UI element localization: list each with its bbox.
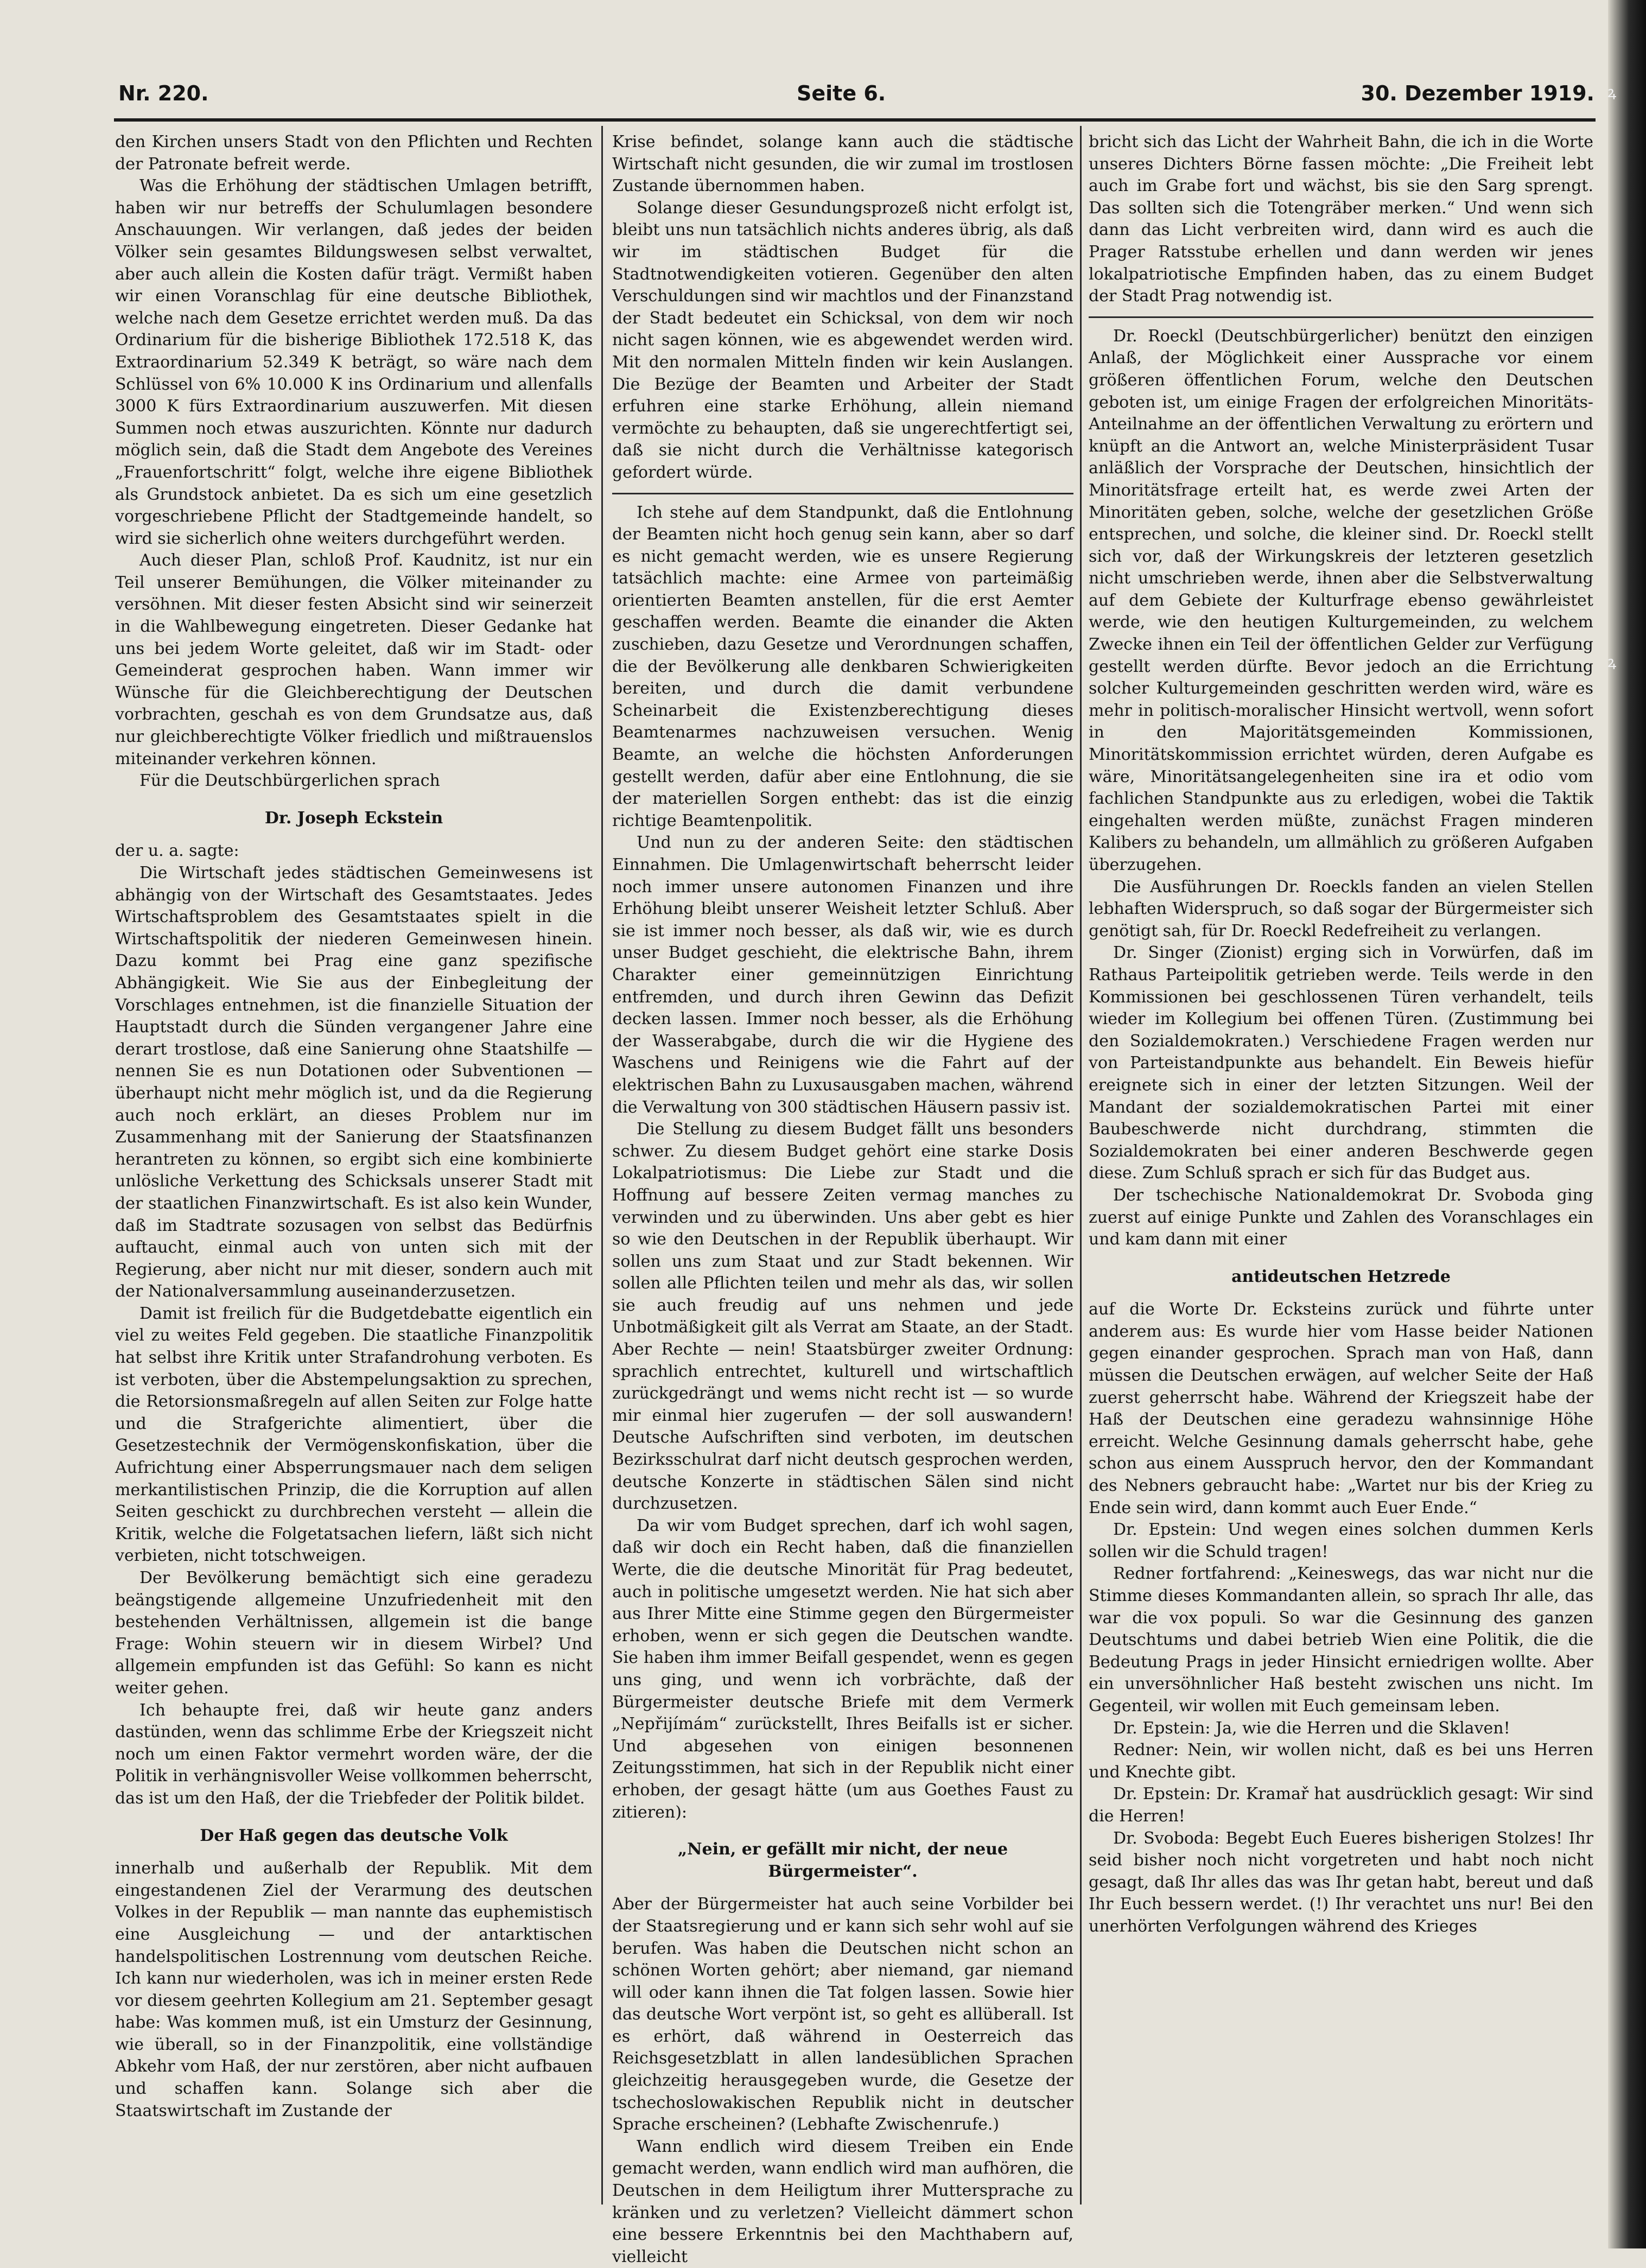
paragraph: Dr. Epstein: Und wegen eines solchen dummen Kerls sollen wir die Schuld tragen! bbox=[1089, 1520, 1593, 1561]
paragraph: Solange dieser Gesundungsprozeß nicht erfolgt ist, bleibt uns nun tatsächlich nichts anderes übrig, als daß wir im städtischen Budget für die Stadtnotwendigkeiten votieren. Gegenüber den alten Verschuldungen sind wir machtlos und der Finanzstand der Stadt bedeutet ein Schicksal, von dem wir noch nicht sagen können, wie es abgewendet werden wird. Mit den normalen Mitteln finden wir kein Auslangen. Die Bezüge der Beamten und Arbeiter der Stadt erfuhren eine starke Erhöhung, allein niemand vermöchte zu behaupten, daß sie ungerechtfertigt sei, daß sie nicht durch die Verhältnisse kategorisch gefordert würde. bbox=[612, 198, 1073, 482]
page-number: Seite 6. bbox=[797, 81, 886, 105]
paragraph: Ich behaupte frei, daß wir heute ganz anders dastünden, wenn das schlimme Erbe der Kriegszeit nicht noch um einen Faktor vermehrt worden wäre, der die Politik in verhängnisvoller Weise vollkommen beherrscht, das ist um den Haß, der die Triebfeder der Politik bildet. bbox=[115, 1700, 593, 1808]
paragraph: Wann endlich wird diesem Treiben ein Ende gemacht werden, wann endlich wird man aufhören, die Deutschen in dem Heiligtum ihrer Muttersprache zu kränken und zu verletzen? Vielleicht dämmert schon eine bessere Erkenntnis bei den Machthabern auf, vielleicht bbox=[612, 2137, 1073, 2266]
divider bbox=[1089, 316, 1593, 318]
paragraph: Ich stehe auf dem Standpunkt, daß die Entlohnung der Beamten nicht hoch genug sein kann, aber so darf es nicht gemacht werden, wie es unsere Regierung tatsächlich machte: eine Armee von parteimäßig orientierten Beamten anstellen, für die erst Aemter geschaffen werden. Beamte die einander die Akten zuschieben, dazu Gesetze und Verordnungen schaffen, die der Bevölkerung alle denkbaren Schwierigkeiten bereiten, und durch die damit verbundene Scheinarbeit die Existenzberechtigung dieses Beamtenarmes nachzuweisen versuchen. Wenig Beamte, an welche die höchsten Anforderungen gestellt werden, dafür aber eine Entlohnung, die sie der materiellen Sorgen enthebt: das ist die einzig richtige Beamtenpolitik. bbox=[612, 503, 1073, 830]
paragraph: innerhalb und außerhalb der Republik. Mit dem eingestandenen Ziel der Verarmung des deutschen Volkes in der Republik — man nannte das euphemistisch eine Ausgleichung — und der antarktischen handelspolitischen Lostrennung vom deutschen Reiche. Ich kann nur wiederholen, was ich in meiner ersten Rede vor diesem geehrten Kollegium am 21. September gesagt habe: Was kommen muß, ist ein Umsturz der Gesinnung, wie überall, so in der Finanzpolitik, eine vollständige Abkehr vom Haß, der nur zerstören, aber nicht aufbauen und schaffen kann. Solange sich aber die Staatswirtschaft im Zustande der bbox=[115, 1859, 593, 2120]
paragraph: Dr. Epstein: Dr. Kramař hat ausdrücklich gesagt: Wir sind die Herren! bbox=[1089, 1784, 1593, 1826]
issue-number: Nr. 220. bbox=[118, 81, 209, 105]
paragraph: Die Stellung zu diesem Budget fällt uns besonders schwer. Zu diesem Budget gehört eine starke Dosis Lokalpatriotismus: Die Liebe zur Stadt und die Hoffnung auf bessere Zeiten vermag manches zu verwinden und zu überwinden. Uns aber gebt es hier so wie den Deutschen in der Republik überhaupt. Wir sollen uns zum Staat und zur Stadt bekennen. Wir sollen alle Pflichten teilen und mehr als das, wir sollen sie auch freudig auf uns nehmen und jede Unbotmäßigkeit gilt als Verrat am Staate, an der Stadt. Aber Rechte — nein! Staatsbürger zweiter Ordnung: sprachlich entrechtet, kulturell und wirtschaftlich zurückgedrängt und wems nicht recht ist — so wurde mir einmal hier zugerufen — der soll auswandern! Deutsche Aufschriften sind verboten, im deutschen Bezirksschulrat darf nicht deutsch gesprochen werden, deutsche Konzerte in städtischen Sälen sind nicht durchzusetzen. bbox=[612, 1120, 1073, 1514]
page-header bbox=[118, 81, 1594, 114]
paragraph: Dr. Svoboda: Begebt Euch Eueres bisherigen Stolzes! Ihr seid bisher noch nicht vorgetreten und habt noch nicht gesagt, daß Ihr alles das was Ihr getan habt, bereut und daß Ihr Euch bessern werdet. (!) Ihr verachtet uns nur! Bei den unerhörten Verfolgungen während des Krieges bbox=[1089, 1828, 1593, 1936]
paragraph: Was die Erhöhung der städtischen Umlagen betrifft, haben wir nur betreffs der Schulumlagen besondere Anschauungen. Wir verlangen, daß jedes der beiden Völker sein gesamtes Bildungswesen selbst verwaltet, aber auch allein die Kosten dafür trägt. Vermißt haben wir einen Voranschlag für eine deutsche Bibliothek, welche nach dem Gesetze errichtet werden muß. Da das Ordinarium für die bisherige Bibliothek 172.518 K, das Extraordinarium 52.349 K beträgt, so wäre nach dem Schlüssel von 6% 10.000 K ins Ordinarium und allenfalls 3000 K fürs Extraordinarium auszuwerfen. Mit diesen Summen noch etwas auszurichten. Könnte nur dadurch möglich sein, daß die Stadt dem Angebote des Vereines „Frauenfortschritt“ folgt, welche ihre eigene Bibliothek als Grundstock anbietet. Da es sich um eine gesetzlich vorgeschriebene Pflicht der Stadtgemeinde handelt, so wird sie sicherlich ohne weiters durchgeführt werden. bbox=[115, 176, 593, 548]
paragraph: Redner: Nein, wir wollen nicht, daß es bei uns Herren und Knechte gibt. bbox=[1089, 1740, 1593, 1782]
paragraph: der u. a. sagte: bbox=[115, 841, 239, 861]
speaker-heading: Dr. Joseph Eckstein bbox=[264, 808, 443, 828]
divider bbox=[612, 493, 1073, 494]
paragraph: Für die Deutschbürgerlichen sprach bbox=[139, 771, 440, 791]
quote-heading: „Nein, er gefällt mir nicht, der neue Bürgermeister“. bbox=[677, 1840, 1008, 1881]
paragraph: Auch dieser Plan, schloß Prof. Kaudnitz, ist nur ein Teil unserer Bemühungen, die Völker miteinander zu versöhnen. Mit dieser festen Absicht sind wir seinerzeit in die Wahlbewegung eingetreten. Dieser Gedanke hat uns bei jedem Worte geleitet, daß wir im Stadt- oder Gemeinderat gesprochen haben. Wann immer wir Wünsche für die Gleichberechtigung der Deutschen vorbrachten, geschah es von dem Grundsatze aus, daß nur gleichberechtigte Völker friedlich und mißtrauenslos miteinander verkehren können. bbox=[115, 551, 593, 768]
paragraph: Aber der Bürgermeister hat auch seine Vorbilder bei der Staatsregierung und er kann sich sehr wohl auf sie berufen. Was haben die Deutschen nicht schon an schönen Worten gehört; aber niemand, gar niemand will oder kann ihnen die Tat folgen lassen. Sowie hier das deutsche Wort verpönt ist, so geht es allüberall. Ist es erhört, daß während in Oesterreich das Reichsgesetzblatt in allen landesüblichen Sprachen gleichzeitig herausgegeben wurde, die Gesetze der tschechoslowakischen Republik nicht in deutscher Sprache erscheinen? (Lebhafte Zwischenrufe.) bbox=[612, 1895, 1073, 2134]
paragraph: Und nun zu der anderen Seite: den städtischen Einnahmen. Die Umlagenwirtschaft beherrscht leider noch immer unsere autonomen Finanzen und ihre Erhöhung bleibt unserer Weisheit letzter Schluß. Aber sie ist immer noch besser, als daß wir, wie es durch unser Budget geschieht, die elektrische Bahn, ihrem Charakter einer gemeinnützigen Einrichtung entfremden, und durch ihren Gewinn das Defizit decken lassen. Immer noch besser, als die Erhöhung der Wasserabgabe, durch die wir die Hygiene des Waschens und Reinigens wie die Fahrt auf der elektrischen Bahn zu Luxusausgaben machen, während die Verwaltung von 300 städtischen Häusern passiv ist. bbox=[612, 833, 1073, 1117]
paragraph: bricht sich das Licht der Wahrheit Bahn, die ich in die Worte unseres Dichters Börne fassen möchte: „Die Freiheit lebt auch im Grabe fort und wächst, bis sie den Sarg sprengt. Das sollten sich die Totengräber merken.“ Und wenn sich dann das Licht verbreiten wird, dann wird es auch die Prager Ratsstube erhellen und dann werden wir jenes lokalpatriotische Empfinden haben, das zu einem Budget der Stadt Prag notwendig ist. bbox=[1089, 132, 1593, 306]
paragraph: auf die Worte Dr. Ecksteins zurück und führte unter anderem aus: Es wurde hier vom Hasse beider Nationen gegen einander gesprochen. Sprach man von Haß, dann müssen die Deutschen erwägen, auf welcher Seite der Haß zuerst geherrscht habe. Während der Kriegszeit habe der Haß der Deutschen eine geradezu wahnsinnige Höhe erreicht. Welche Gesinnung damals geherrscht habe, gehe schon aus einem Ausspruch hervor, den der Kommandant des Nebners gebraucht habe: „Wartet nur bis der Krieg zu Ende sein wird, dann kommt auch Euer Ende.“ bbox=[1089, 1300, 1593, 1517]
issue-date: 30. Dezember 1919. bbox=[1361, 81, 1594, 105]
paragraph: Dr. Roeckl (Deutschbürgerlicher) benützt den einzigen Anlaß, der Möglichkeit einer Aussprache vor einem größeren öffentlichen Forum, welche den Deutschen geboten ist, um einige Fragen der erfolgreichen Minoritäts-Anteilnahme an der öffentlichen Verwaltung zu erörtern und knüpft an die Antwort an, welche Ministerpräsident Tusar anläßlich der Vorsprache der Deutschen, hinsichtlich der Minoritätsfrage erteilt hat, es werde zwei Arten der Minoritäten geben, solche, welche der gesetzlichen Größe entsprechen, und solche, die kleiner sind. Dr. Roeckl stellt sich vor, daß der Wirkungskreis der letzteren gesetzlich nicht umschrieben werde, ihnen aber die Selbstverwaltung auf dem Gebiete der Kulturfrage ebenso gewährleistet werde, wie den heutigen Kulturgemeinden, zu welchem Zwecke ihnen ein Teil der öffentlichen Gelder zur Verfügung gestellt werden dürfte. Bevor jedoch an die Errichtung solcher Kulturgemeinden geschritten werden wird, wäre es mehr in politisch-moralischer Hinsicht wertvoll, wenn sofort in den Majoritätsgemeinden Kommissionen, Minoritätskommission errichtet würden, deren Aufgabe es wäre, Minoritätsangelegenheiten sine ira et odio vom fachlichen Standpunkte aus zu erledigen, wobei die Taktik eingehalten werden müßte, zunächst Fragen minderen Kalibers zu behandeln, um allmählich zu größeren Aufgaben überzugehen. bbox=[1089, 326, 1593, 874]
paragraph: Dr. Epstein: Ja, wie die Herren und die Sklaven! bbox=[1113, 1718, 1510, 1738]
paragraph: Krise befindet, solange kann auch die städtische Wirtschaft nicht gesunden, die wir zumal im trostlosen Zustande übernommen haben. bbox=[612, 132, 1073, 196]
paragraph: Dr. Singer (Zionist) erging sich in Vorwürfen, daß im Rathaus Parteipolitik getrieben werde. Teils werde in den Kommissionen bei geschlossenen Türen verhandelt, teils wieder im Kollegium bei offenen Türen. (Zustimmung bei den Sozialdemokraten.) Verschiedene Fragen werden nur von Parteistandpunkte aus behandelt. Ein Beweis hiefür ereignete sich in einer der letzten Sitzungen. Weil der Mandant der sozialdemokratischen Partei mit einer Baubeschwerde nicht durchdrang, stimmten die Sozialdemokraten bei einer anderen Beschwerde gegen diese. Zum Schluß sprach er sich für das Budget aus. bbox=[1089, 943, 1593, 1183]
column-1 bbox=[115, 131, 593, 2205]
section-heading: Der Haß gegen das deutsche Volk bbox=[200, 1826, 508, 1845]
paragraph: Der Bevölkerung bemächtigt sich eine geradezu beängstigende allgemeine Unzufriedenheit mit den bestehenden Verhältnissen, allgemein ist die bange Frage: Wohin steuern wir in diesem Wirbel? Und allgemein empfunden ist das Gefühl: So kann es nicht weiter gehen. bbox=[115, 1568, 593, 1698]
paragraph: den Kirchen unsers Stadt von den Pflichten und Rechten der Patronate befreit werde. bbox=[115, 132, 593, 174]
column-rule-2 bbox=[1080, 126, 1082, 2205]
paragraph: Da wir vom Budget sprechen, darf ich wohl sagen, daß wir doch ein Recht haben, daß die finanziellen Werte, die die deutsche Minorität für Prag bedeutet, auch in politische umgesetzt werden. Nie hat sich aber aus Ihrer Mitte eine Stimme gegen den Bürgermeister erhoben, wenn er sich gegen die Deutschen wandte. Sie haben ihm immer Beifall gespendet, wenn es gegen uns ging, und wenn ich vorbrächte, daß der Bürgermeister deutsche Briefe mit dem Vermerk „Nepřijímám“ zurückstellt, Ihres Beifalls ist er sicher. Und abgesehen von einigen besonnenen Zeitungsstimmen, hat sich in der Republik nicht einer erhoben, der gesagt hätte (um aus Goethes Faust zu zitieren): bbox=[612, 1516, 1073, 1822]
paragraph: Die Wirtschaft jedes städtischen Gemeinwesens ist abhängig von der Wirtschaft des Gesamtstaates. Jedes Wirtschaftsproblem des Gesamtstaates spielt in die Wirtschaftspolitik der niederen Gemeinwesen hinein. Dazu kommt bei Prag eine ganz spezifische Abhängigkeit. Wie Sie aus der Einbegleitung der Vorschlages entnehmen, ist die finanzielle Situation der Hauptstadt durch die Sünden vergangener Jahre eine derart trostlose, daß eine Sanierung ohne Staatshilfe — nennen Sie es nun Dotationen oder Subventionen — überhaupt nicht mehr möglich ist, und da die Regierung auch noch erklärt, an dieses Problem nur im Zusammenhang mit der Sanierung der Staatsfinanzen herantreten zu können, so ergibt sich eine kombinierte unlösliche Verkettung des Schicksals unserer Stadt mit der staatlichen Finanzwirtschaft. Es ist also kein Wunder, daß im Stadtrate sozusagen von selbst das Bedürfnis auftaucht, einmal auch von unten sich mit der Regierung, aber nicht nur mit dieser, sondern auch mit der Nationalversammlung auseinanderzusetzen. bbox=[115, 863, 593, 1301]
margin-mark-top: ꝝ bbox=[1607, 83, 1617, 101]
paragraph: Die Ausführungen Dr. Roeckls fanden an vielen Stellen lebhaften Widerspruch, so daß sogar der Bürgermeister sich genötigt sah, für Dr. Roeckl Redefreiheit zu verlangen. bbox=[1089, 877, 1593, 941]
paragraph: Damit ist freilich für die Budgetdebatte eigentlich ein viel zu weites Feld gegeben. Die staatliche Finanzpolitik hat selbst ihre Kritik unter Strafandrohung verboten. Es ist verboten, über die Abstempelungsaktion zu sprechen, die Retorsionsmaßregeln auf allen Seiten zur Folge hatte und die Strafgerichte alimentiert, über die Gesetzestechnik der Vermögenskonfiskation, über die Aufrichtung einer Absperrungsmauer nach dem seligen merkantilistischen Prinzip, die die Korruption auf allen Seiten geschickt zu durchbrechen versteht — allein die Kritik, welche die Folgetatsachen liefern, läßt sich nicht verbieten, nicht totschweigen. bbox=[115, 1304, 593, 1566]
column-2 bbox=[612, 131, 1073, 2266]
column-rule-1 bbox=[601, 126, 603, 2205]
margin-mark-middle: ꝝ bbox=[1607, 653, 1617, 671]
paragraph: Redner fortfahrend: „Keineswegs, das war nicht nur die Stimme dieses Kommandanten allein, so sprach Ihr alle, das war die vox populi. So war die Gesinnung des ganzen Deutschtums und dabei betrieb Wien eine Politik, die die Bedeutung Prags in jeder Hinsicht erniedrigen wollte. Aber ein unversöhnlicher Haß besteht zwischen uns nicht. Im Gegenteil, wir wollen mit Euch gemeinsam leben. bbox=[1089, 1564, 1593, 1716]
column-3 bbox=[1089, 131, 1593, 2205]
header-rule bbox=[114, 118, 1596, 122]
section-heading: antideutschen Hetzrede bbox=[1231, 1267, 1451, 1286]
page-edge-shadow bbox=[1608, 0, 1646, 2248]
paragraph: Der tschechische Nationaldemokrat Dr. Svoboda ging zuerst auf einige Punkte und Zahlen des Voranschlages ein und kam dann mit einer bbox=[1089, 1185, 1593, 1249]
